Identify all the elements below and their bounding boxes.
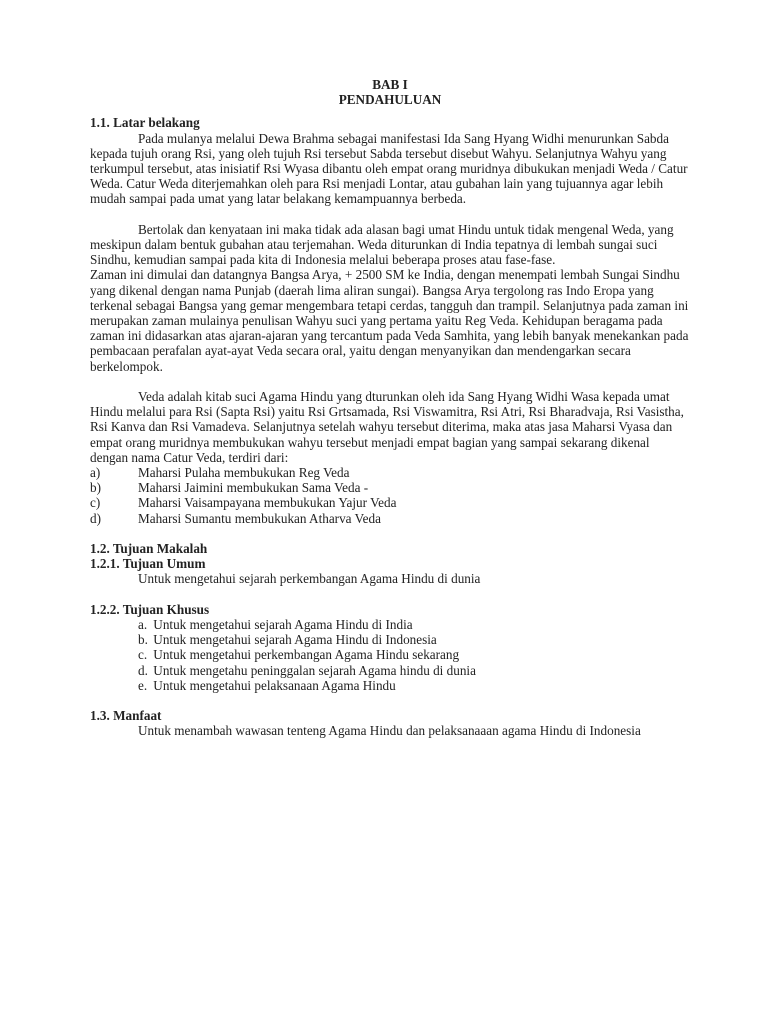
section-1-2-1-text: Untuk mengetahui sejarah perkembangan Agama Hindu di dunia: [138, 571, 481, 587]
list-text: Untuk mengetahu peninggalan sejarah Agama hindu di dunia: [153, 662, 476, 678]
list-item: [90, 663, 690, 678]
section-1-2-2-heading: 1.2.2. Tujuan Khusus: [90, 601, 210, 617]
list-text: Untuk mengetahui sejarah Agama Hindu di Indonesia: [153, 632, 437, 648]
section-1-1-heading: 1.1. Latar belakang: [90, 115, 200, 131]
paragraph-4: Veda adalah kitab suci Agama Hindu yang dturunkan oleh ida Sang Hyang Widhi Wasa kepada umat Hindu melalui para Rsi (Sapta Rsi) yaitu Rsi Grtsamada, Rsi Viswamitra, Rsi Atri, Rsi Bharadvaja, Rsi Vasistha, Rsi Kanva dan Rsi Vamadeva. Selanjutnya setelah wahyu tersebut diterima, maka atas jasa Maharsi Vyasa dan empat orang muridnya membukukan wahyu tersebut menjadi empat bagian yang sampai sekarang dikenal dengan nama Catur Veda, terdiri dari:: [90, 389, 684, 465]
list-marker: a): [90, 465, 101, 481]
list-text: Maharsi Sumantu membukukan Atharva Veda: [138, 510, 381, 526]
list-text: Maharsi Pulaha membukukan Reg Veda: [138, 465, 350, 481]
list-text: Untuk mengetahui sejarah Agama Hindu di India: [153, 617, 413, 633]
chapter-title: PENDAHULUAN: [338, 92, 442, 108]
list-marker: c): [90, 495, 101, 511]
paragraph-3: Zaman ini dimulai dan datangnya Bangsa Arya, + 2500 SM ke India, dengan menempati lembah Sungai Sindhu yang dikenal dengan nama Punjab (daerah lima aliran sungai). Bangsa Arya tergolong ras Indo Eropa yang terkenal sebagai Bangsa yang gemar mengembara tetapi cerdas, tangguh dan trampil. Selanjutnya pada zaman ini merupakan zaman mulainya penulisan Wahyu suci yang pertama yaitu Reg Veda. Kehidupan beragama pada zaman ini didasarkan atas ajaran-ajaran yang tercantum pada Veda Samhita, yang lebih banyak menekankan pada pembacaan perafalan ayat-ayat Veda secara oral, yaitu dengan menyanyikan dan mendengarkan secara berkelompok.: [90, 267, 689, 374]
list-item: [90, 480, 690, 495]
section-1-2-1-heading: 1.2.1. Tujuan Umum: [90, 556, 206, 572]
list-item: [90, 511, 690, 526]
list-item: [90, 632, 690, 647]
list-item: [90, 678, 690, 693]
catur-veda-list: [90, 465, 690, 526]
list-text: Untuk mengetahui perkembangan Agama Hindu sekarang: [153, 647, 460, 663]
objectives-list: [90, 617, 690, 693]
list-text: Maharsi Vaisampayana membukukan Yajur Veda: [138, 495, 397, 511]
list-marker: b.: [138, 632, 148, 648]
list-marker: c.: [138, 647, 148, 663]
document-page: [90, 77, 690, 739]
section-1-3-heading: 1.3. Manfaat: [90, 708, 162, 724]
list-item: [90, 495, 690, 510]
list-text: Maharsi Jaimini membukukan Sama Veda -: [138, 480, 369, 496]
paragraph-2: Bertolak dan kenyataan ini maka tidak ada alasan bagi umat Hindu untuk tidak mengenal Weda, yang meskipun dalam bentuk gubahan atau terjemahan. Weda diturunkan di India tepatnya di lembah sungai suci Sindhu, kemudian sampai pada kita di Indonesia melalui beberapa proses atau fase-fase.: [90, 221, 674, 268]
list-marker: d.: [138, 662, 148, 678]
list-item: [90, 617, 690, 632]
list-text: Untuk mengetahui pelaksanaan Agama Hindu: [153, 677, 396, 693]
paragraph-1: Pada mulanya melalui Dewa Brahma sebagai manifestasi Ida Sang Hyang Widhi menurunkan Sabda kepada tujuh orang Rsi, yang oleh tujuh Rsi tersebut Sabda tersebut disebut Wahyu. Selanjutnya Wahyu yang terkumpul tersebut, atas inisiatif Rsi Wyasa dibantu oleh empat orang muridnya dibukukan menjadi Weda / Catur Weda. Catur Weda diterjemahkan oleh para Rsi menjadi Lontar, atau gubahan lain yang tujuannya agar lebih mudah sampai pada umat yang latar belakang kemampuannya berbeda.: [90, 130, 688, 207]
list-marker: b): [90, 480, 101, 496]
section-1-3-text: Untuk menambah wawasan tenteng Agama Hindu dan pelaksanaaan agama Hindu di Indonesia: [138, 723, 641, 739]
list-marker: e.: [138, 677, 148, 693]
list-item: [90, 647, 690, 662]
list-item: [90, 465, 690, 480]
chapter-number: BAB I: [372, 77, 408, 92]
list-marker: a.: [138, 617, 148, 633]
section-1-2-heading: 1.2. Tujuan Makalah: [90, 541, 208, 557]
list-marker: d): [90, 510, 101, 526]
